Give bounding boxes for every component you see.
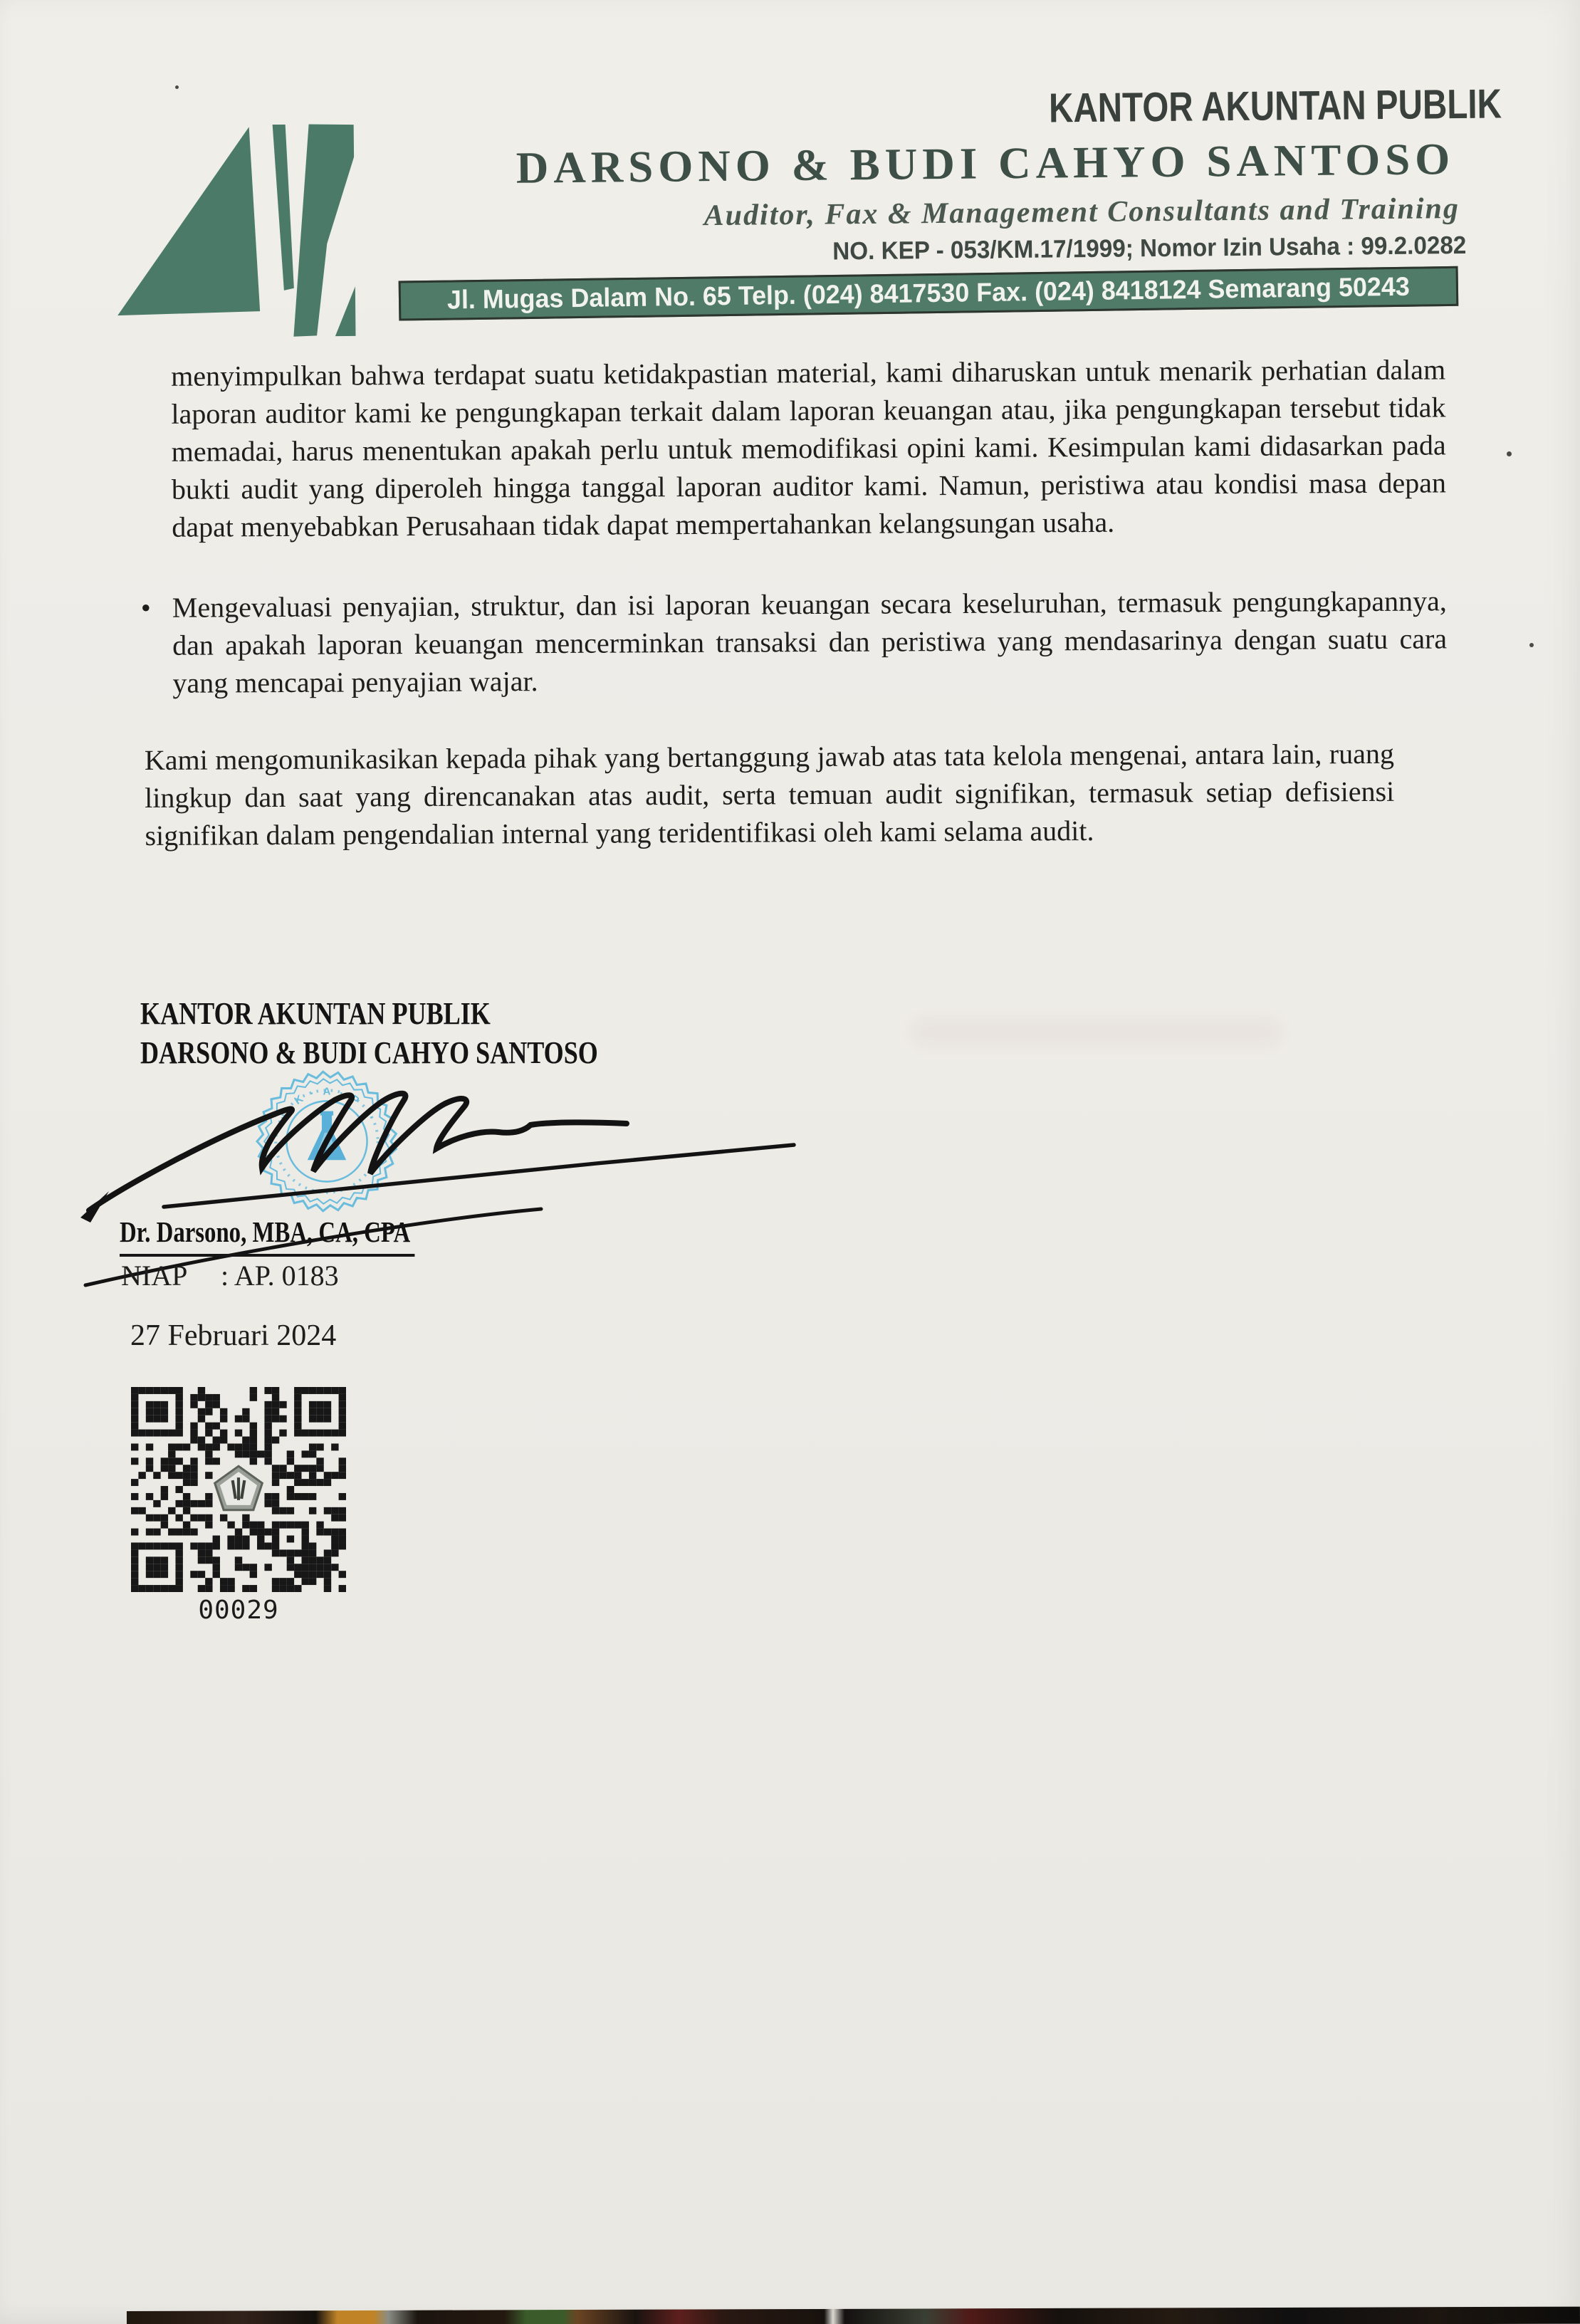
- bullet-item-text: Mengevaluasi penyajian, struktur, dan isi laporan keuangan secara keseluruhan, termasuk pengungkapannya, dan apakah laporan keuangan mencerminkan transaksi dan peristiwa yang mendasarinya dengan suatu cara yang mencapai penyajian wajar.: [172, 585, 1448, 699]
- niap-label: NIAP: [121, 1260, 188, 1292]
- letterhead-address-bar: [399, 266, 1459, 321]
- closing-paragraph: Kami mengomunikasikan kepada pihak yang bertanggung jawab atas tata kelola mengenai, antara lain, ruang lingkup dan saat yang direncanakan atas audit, serta temuan audit signifikan, termasuk setiap defisiensi signifikan dalam pengendalian internal yang teridentifikasi oleh kami selama audit.: [144, 737, 1395, 852]
- bullet-item: [140, 582, 1448, 701]
- niap-row: [121, 1259, 339, 1292]
- scan-edge-strip: [127, 2307, 1580, 2324]
- niap-value: : AP. 0183: [221, 1260, 339, 1292]
- svg-text:·: ·: [365, 1113, 377, 1123]
- letterhead-office-type: KANTOR AKUNTAN PUBLIK: [1048, 80, 1502, 132]
- letterhead-tagline: Auditor, Fax & Management Consultants and Training: [703, 192, 1460, 233]
- svg-text:A: A: [323, 1085, 331, 1098]
- svg-text:·: ·: [276, 1113, 289, 1123]
- signature-firm-lines: [140, 994, 598, 1072]
- letterhead-firm-name: DARSONO & BUDI CAHYO SANTOSO: [516, 134, 1455, 193]
- letterhead: [0, 0, 1580, 350]
- qr-code-icon: [131, 1387, 346, 1592]
- bullet-icon: •: [140, 591, 151, 624]
- svg-text:P: P: [348, 1093, 362, 1107]
- qr-block: [130, 1387, 347, 1625]
- scan-speck: [1529, 643, 1534, 647]
- signature-office-type: KANTOR AKUNTAN PUBLIK: [140, 996, 491, 1031]
- firm-logo-icon: [103, 124, 356, 340]
- svg-text:·: ·: [338, 1087, 345, 1100]
- qr-caption: 00029: [198, 1596, 279, 1625]
- letterhead-license-line: NO. KEP - 053/KM.17/1999; Nomor Izin Usaha : 99.2.0282: [832, 231, 1467, 266]
- letter-body: [142, 350, 1455, 854]
- scan-speck: [1507, 451, 1512, 456]
- page-bleedthrough-artifact: [911, 1017, 1282, 1047]
- signer-name: Dr. Darsono, MBA, CA, CPA: [120, 1215, 415, 1257]
- letterhead-address-text: Jl. Mugas Dalam No. 65 Telp. (024) 8417530 Fax. (024) 8418124 Semarang 50243: [446, 271, 1411, 315]
- scan-speck: [175, 85, 179, 89]
- signature-firm-name: DARSONO & BUDI CAHYO SANTOSO: [140, 1035, 598, 1070]
- svg-text:K: K: [292, 1092, 306, 1107]
- letter-date: 27 Februari 2024: [130, 1319, 337, 1352]
- paragraph-continuation: menyimpulkan bahwa terdapat suatu ketidakpastian material, kami diharuskan untuk menarik perhatian dalam laporan auditor kami ke pengungkapan terkait dalam laporan keuangan atau, jika pengungkapan tersebut tidak memadai, harus menentukan apakah perlu untuk memodifikasi opini kami. Kesimpulan kami didasarkan pada bukti audit yang diperoleh hingga tanggal laporan auditor kami. Namun, peristiwa atau kondisi masa depan dapat menyebabkan Perusahaan tidak dapat mempertahankan kelangsungan usaha.: [171, 353, 1447, 543]
- svg-text:·: ·: [308, 1087, 316, 1100]
